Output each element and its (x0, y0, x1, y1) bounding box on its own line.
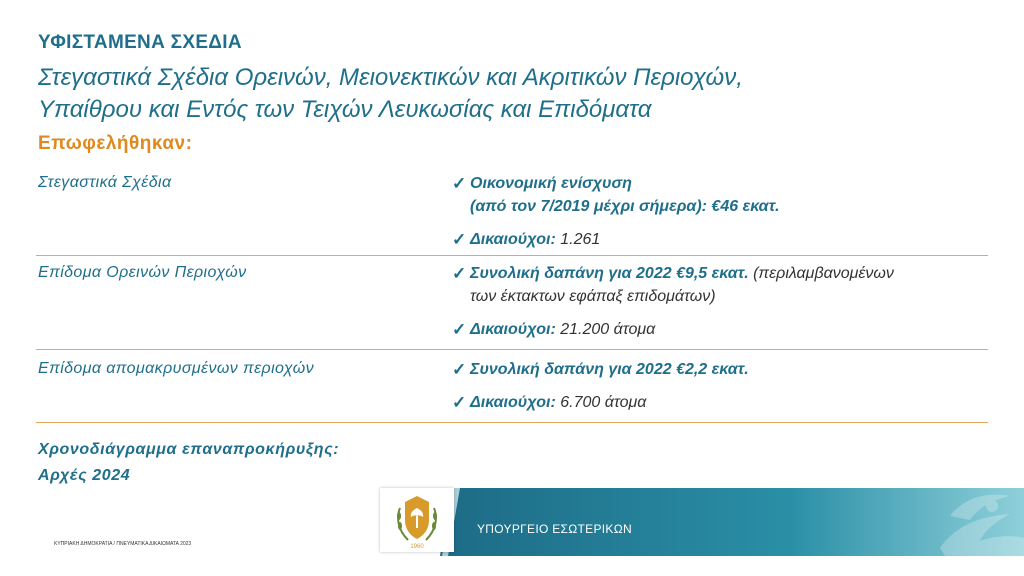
schedule-note (38, 437, 339, 489)
benefits-table (36, 168, 988, 423)
bullet-financial-support (452, 172, 992, 218)
bullet-beneficiaries (452, 391, 992, 414)
bullet-text-value: 21.200 άτομα (555, 321, 656, 338)
cyprus-coat-of-arms-icon (380, 488, 454, 552)
copyright-note: ΚΥΠΡΙΑΚΗ ΔΗΜΟΚΡΑΤΙΑ / ΠΝΕΥΜΑΤΙΚΑ ΔΙΚΑΙΩΜΑΤΑ 2023 (54, 541, 192, 547)
ministry-name: ΥΠΟΥΡΓΕΙΟ ΕΣΩΤΕΡΙΚΩΝ (477, 522, 632, 536)
bullet-text-bold-cont: (από τον 7/2019 μέχρι σήμερα): €46 εκατ. (470, 198, 780, 215)
row-label: Επίδομα Ορεινών Περιοχών (38, 264, 247, 281)
slide-title-line-1: Στεγαστικά Σχέδια Ορεινών, Μειονεκτικών και Ακριτικών Περιοχών, (38, 64, 743, 91)
bullet-text-note-cont: των έκτακτων εφάπαξ επιδομάτων) (470, 288, 716, 305)
slide-title-line-2: Υπαίθρου και Εντός των Τειχών Λευκωσίας και Επιδόματα (38, 96, 652, 123)
bullet-total-expense (452, 358, 992, 381)
check-icon: ✓ (452, 264, 467, 283)
table-row-remote-areas-allowance (36, 350, 988, 423)
row-bullets (452, 262, 992, 341)
row-bullets (452, 358, 992, 414)
bullet-text-note: (περιλαμβανομένων (748, 265, 894, 282)
bullet-text-value: 1.261 (555, 231, 601, 248)
bullet-total-expense (452, 262, 992, 308)
bullet-text-bold: Δικαιούχοι: (470, 321, 556, 338)
schedule-value: Αρχές 2024 (38, 467, 131, 484)
bullet-text-bold: Συνολική δαπάνη για 2022 €9,5 εκατ. (470, 265, 749, 282)
bullet-beneficiaries (452, 318, 992, 341)
coat-of-arms (380, 488, 454, 552)
svg-text:1960: 1960 (410, 544, 424, 550)
beneficiaries-heading: Επωφελήθηκαν: (38, 133, 193, 154)
bullet-text-bold: Συνολική δαπάνη για 2022 €2,2 εκατ. (470, 361, 749, 378)
bullet-beneficiaries (452, 228, 992, 251)
check-icon: ✓ (452, 360, 467, 379)
bullet-text-bold: Οικονομική ενίσχυση (470, 175, 632, 192)
check-icon: ✓ (452, 230, 467, 249)
bullet-text-bold: Δικαιούχοι: (470, 231, 556, 248)
table-row-housing-schemes (36, 168, 988, 256)
bullet-text-value: 6.700 άτομα (555, 394, 647, 411)
row-bullets (452, 172, 992, 251)
row-label: Επίδομα απομακρυσμένων περιοχών (38, 360, 315, 377)
check-icon: ✓ (452, 393, 467, 412)
bullet-text-bold: Δικαιούχοι: (470, 394, 556, 411)
slide-supertitle: ΥΦΙΣΤΑΜΕΝΑ ΣΧΕΔΙΑ (38, 32, 242, 53)
check-icon: ✓ (452, 174, 467, 193)
row-label: Στεγαστικά Σχέδια (38, 174, 172, 191)
table-row-mountain-allowance (36, 256, 988, 350)
footer-band (380, 486, 1024, 556)
schedule-label: Χρονοδιάγραμμα επαναπροκήρυξης: (38, 441, 340, 458)
check-icon: ✓ (452, 320, 467, 339)
slide-title (38, 62, 938, 126)
